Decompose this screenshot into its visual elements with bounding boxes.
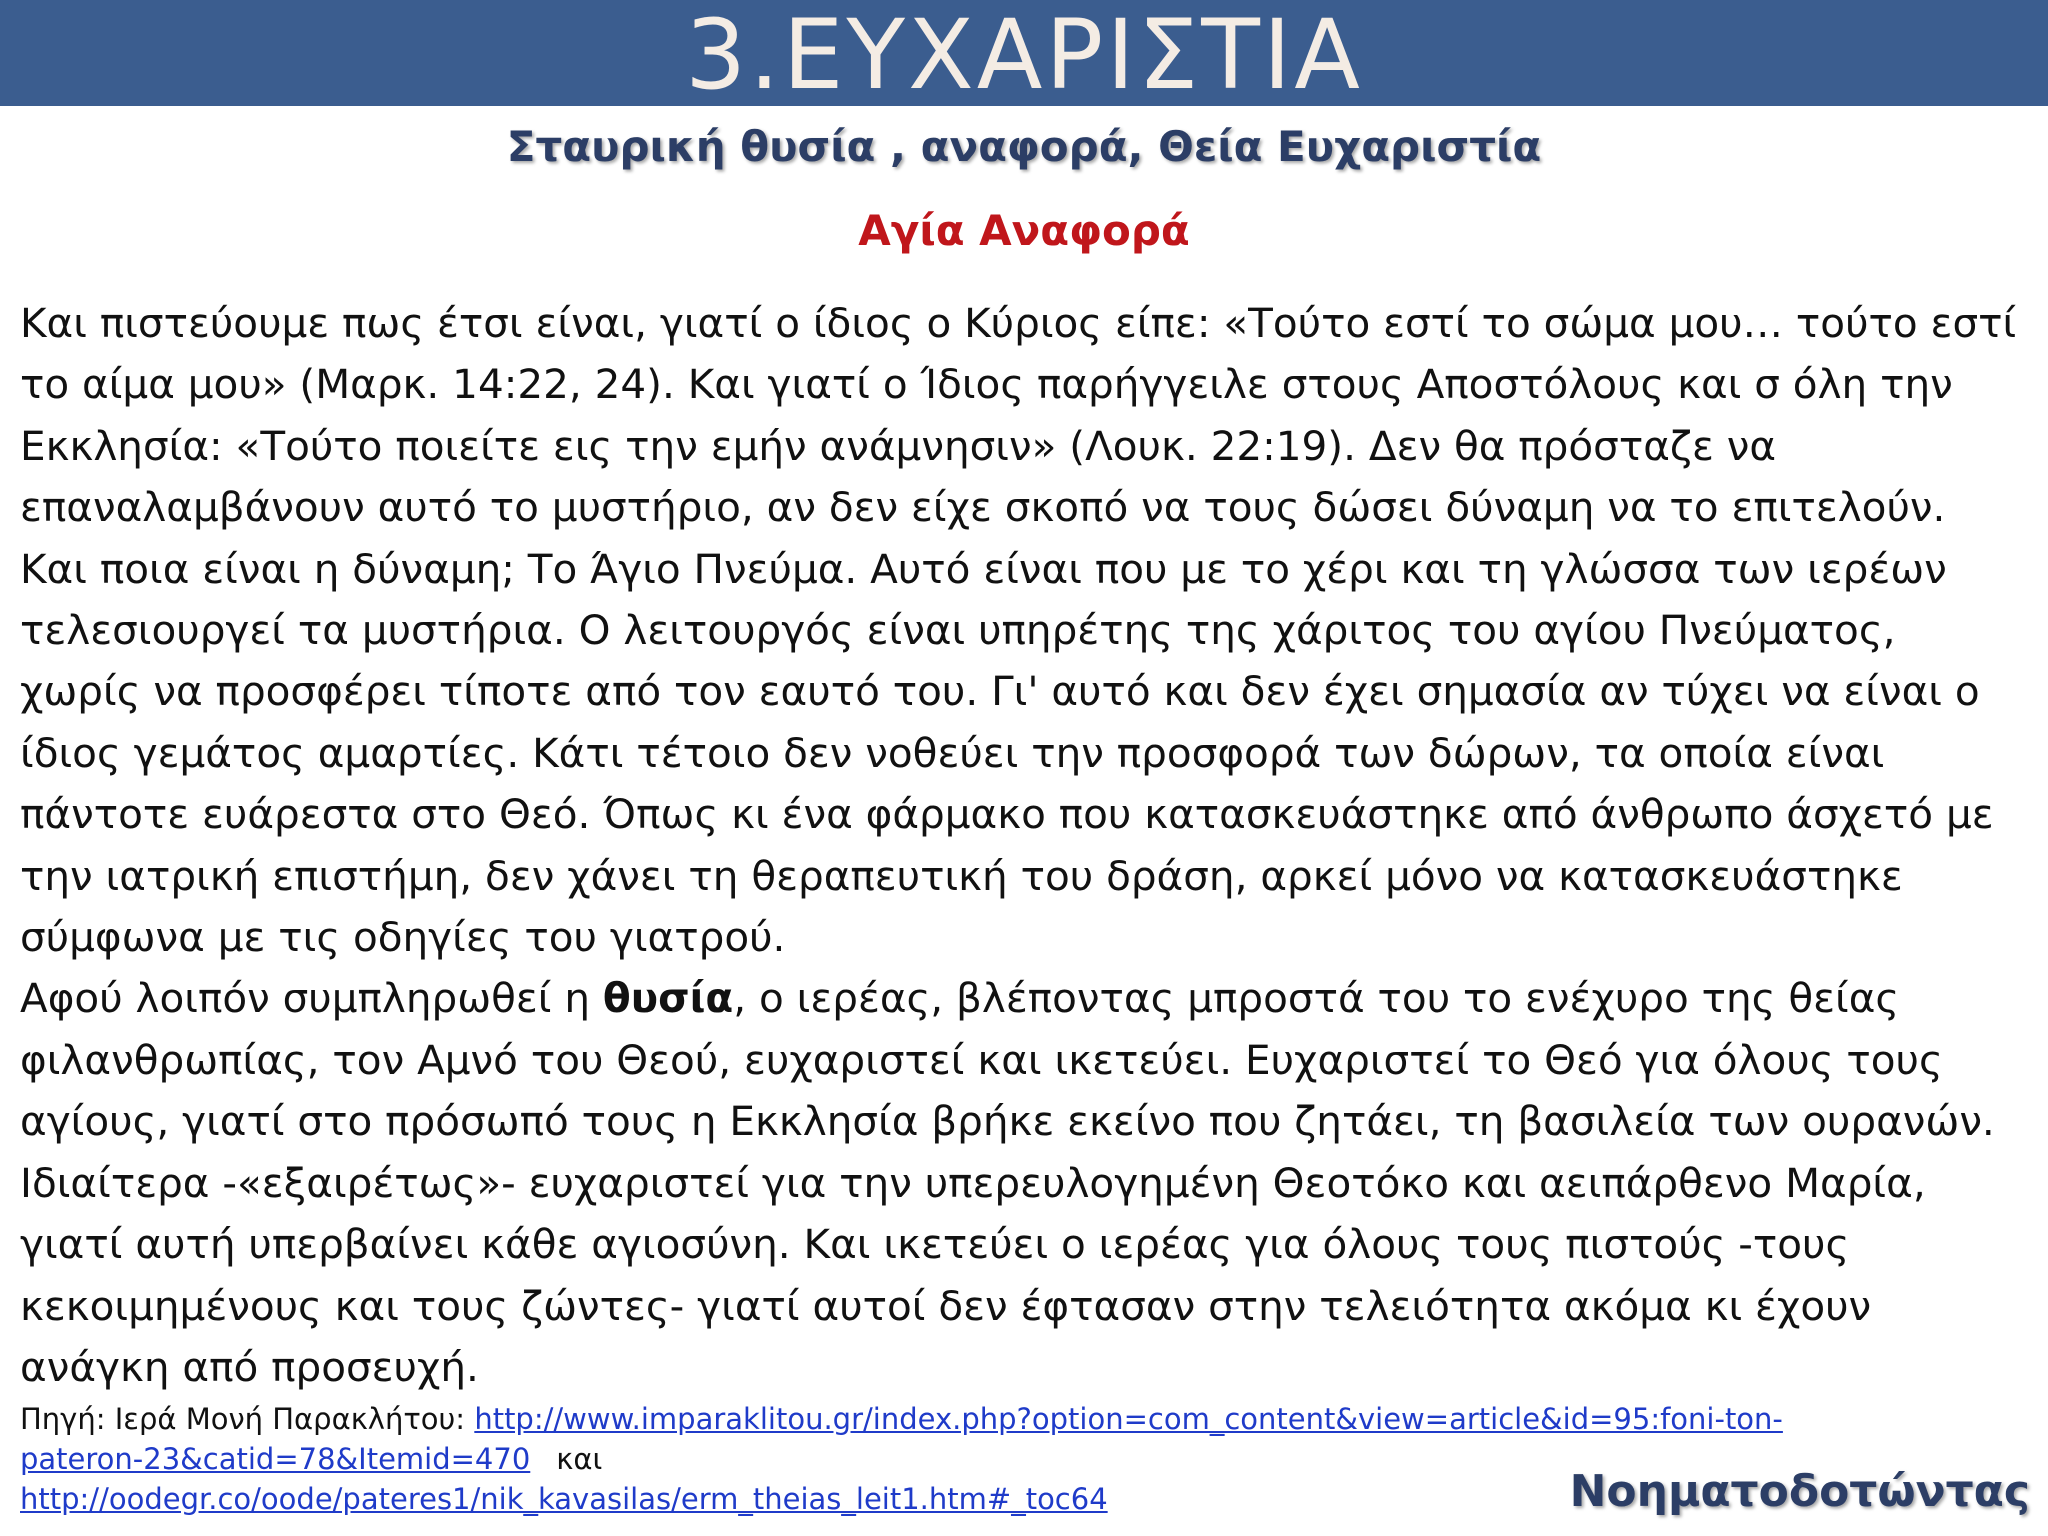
brand-signature: Νοηματοδοτώντας (1569, 1466, 2030, 1517)
slide-title: 3.ΕΥΧΑΡΙΣΤΙΑ (685, 0, 1363, 111)
source-conjunction: και (556, 1442, 603, 1476)
source-label: Πηγή: Ιερά Μονή Παρακλήτου: (20, 1402, 475, 1436)
source-link-2[interactable]: http://oodegr.co/oode/pateres1/nik_kavasilas/erm_theias_leit1.htm#_toc64 (20, 1482, 1108, 1516)
paragraph-2-start: Αφού λοιπόν συμπληρωθεί η (20, 974, 603, 1023)
paragraph-2 (20, 968, 2020, 1398)
paragraph-2-bold-word: θυσία (602, 974, 734, 1023)
paragraph-1: Και πιστεύουμε πως έτσι είναι, γιατί ο ίδιος ο Κύριος είπε: «Τούτο εστί το σώμα μου… τούτο εστί το αίμα μου» (Μαρκ. 14:22, 24). Και γιατί ο Ίδιος παρήγγειλε στους Αποστόλους και σ όλη την Εκκλησία: «Τούτο ποιείτε εις την εμήν ανάμνησιν» (Λουκ. 22:19). Δεν θα πρόσταζε να επαναλαμβάνουν αυτό το μυστήριο, αν δεν είχε σκοπό να τους δώσει δύναμη να το επιτελούν. Και ποια είναι η δύναμη; Το Άγιο Πνεύμα. Αυτό είναι που με το χέρι και τη γλώσσα των ιερέων τελεσιουργεί τα μυστήρια. Ο λειτουργός είναι υπηρέτης της χάριτος του αγίου Πνεύματος, χωρίς να προσφέρει τίποτε από τον εαυτό του. Γι' αυτό και δεν έχει σημασία αν τύχει να είναι ο ίδιος γεμάτος αμαρτίες. Κάτι τέτοιο δεν νοθεύει την προσφορά των δώρων, τα οποία είναι πάντοτε ευάρεστα στο Θεό. Όπως κι ένα φάρμακο που κατασκευάστηκε από άνθρωπο άσχετό με την ιατρική επιστήμη, δεν χάνει τη θεραπευτική του δράση, αρκεί μόνο να κατασκευάστηκε σύμφωνα με τις οδηγίες του γιατρού. (20, 299, 2017, 962)
body-text (20, 293, 2020, 1398)
title-bar (0, 0, 2048, 111)
paragraph-2-rest: , ο ιερέας, βλέποντας μπροστά του το ενέχυρο της θείας φιλανθρωπίας, τον Αμνό του Θεού, ευχαριστεί και ικετεύει. Ευχαριστεί το Θεό για όλους τους αγίους, γιατί στο πρόσωπό τους η Εκκλησία βρήκε εκείνο που ζητάει, τη βασιλεία των ουρανών. Ιδιαίτερα -«εξαιρέτως»- ευχαριστεί για την υπερευλογημένη Θεοτόκο και αειπάρθενο Μαρία, γιατί αυτή υπερβαίνει κάθε αγιοσύνη. Και ικετεύει ο ιερέας για όλους τους πιστούς -τους κεκοιμημένους και τους ζώντες- γιατί αυτοί δεν έφτασαν στην τελειότητα ακόμα κι έχουν ανάγκη από προσευχή. (20, 974, 1995, 1391)
slide-subtitle: Σταυρική θυσία , αναφορά, Θεία Ευχαριστία (506, 122, 1542, 171)
source-link-1[interactable]: http://www.imparaklitou.gr/index.php?option=com_content&view=article&id=95:foni-ton-pateron-23&catid=78&Itemid=470 (20, 1402, 1783, 1476)
section-heading: Αγία Αναφορά (858, 206, 1190, 255)
